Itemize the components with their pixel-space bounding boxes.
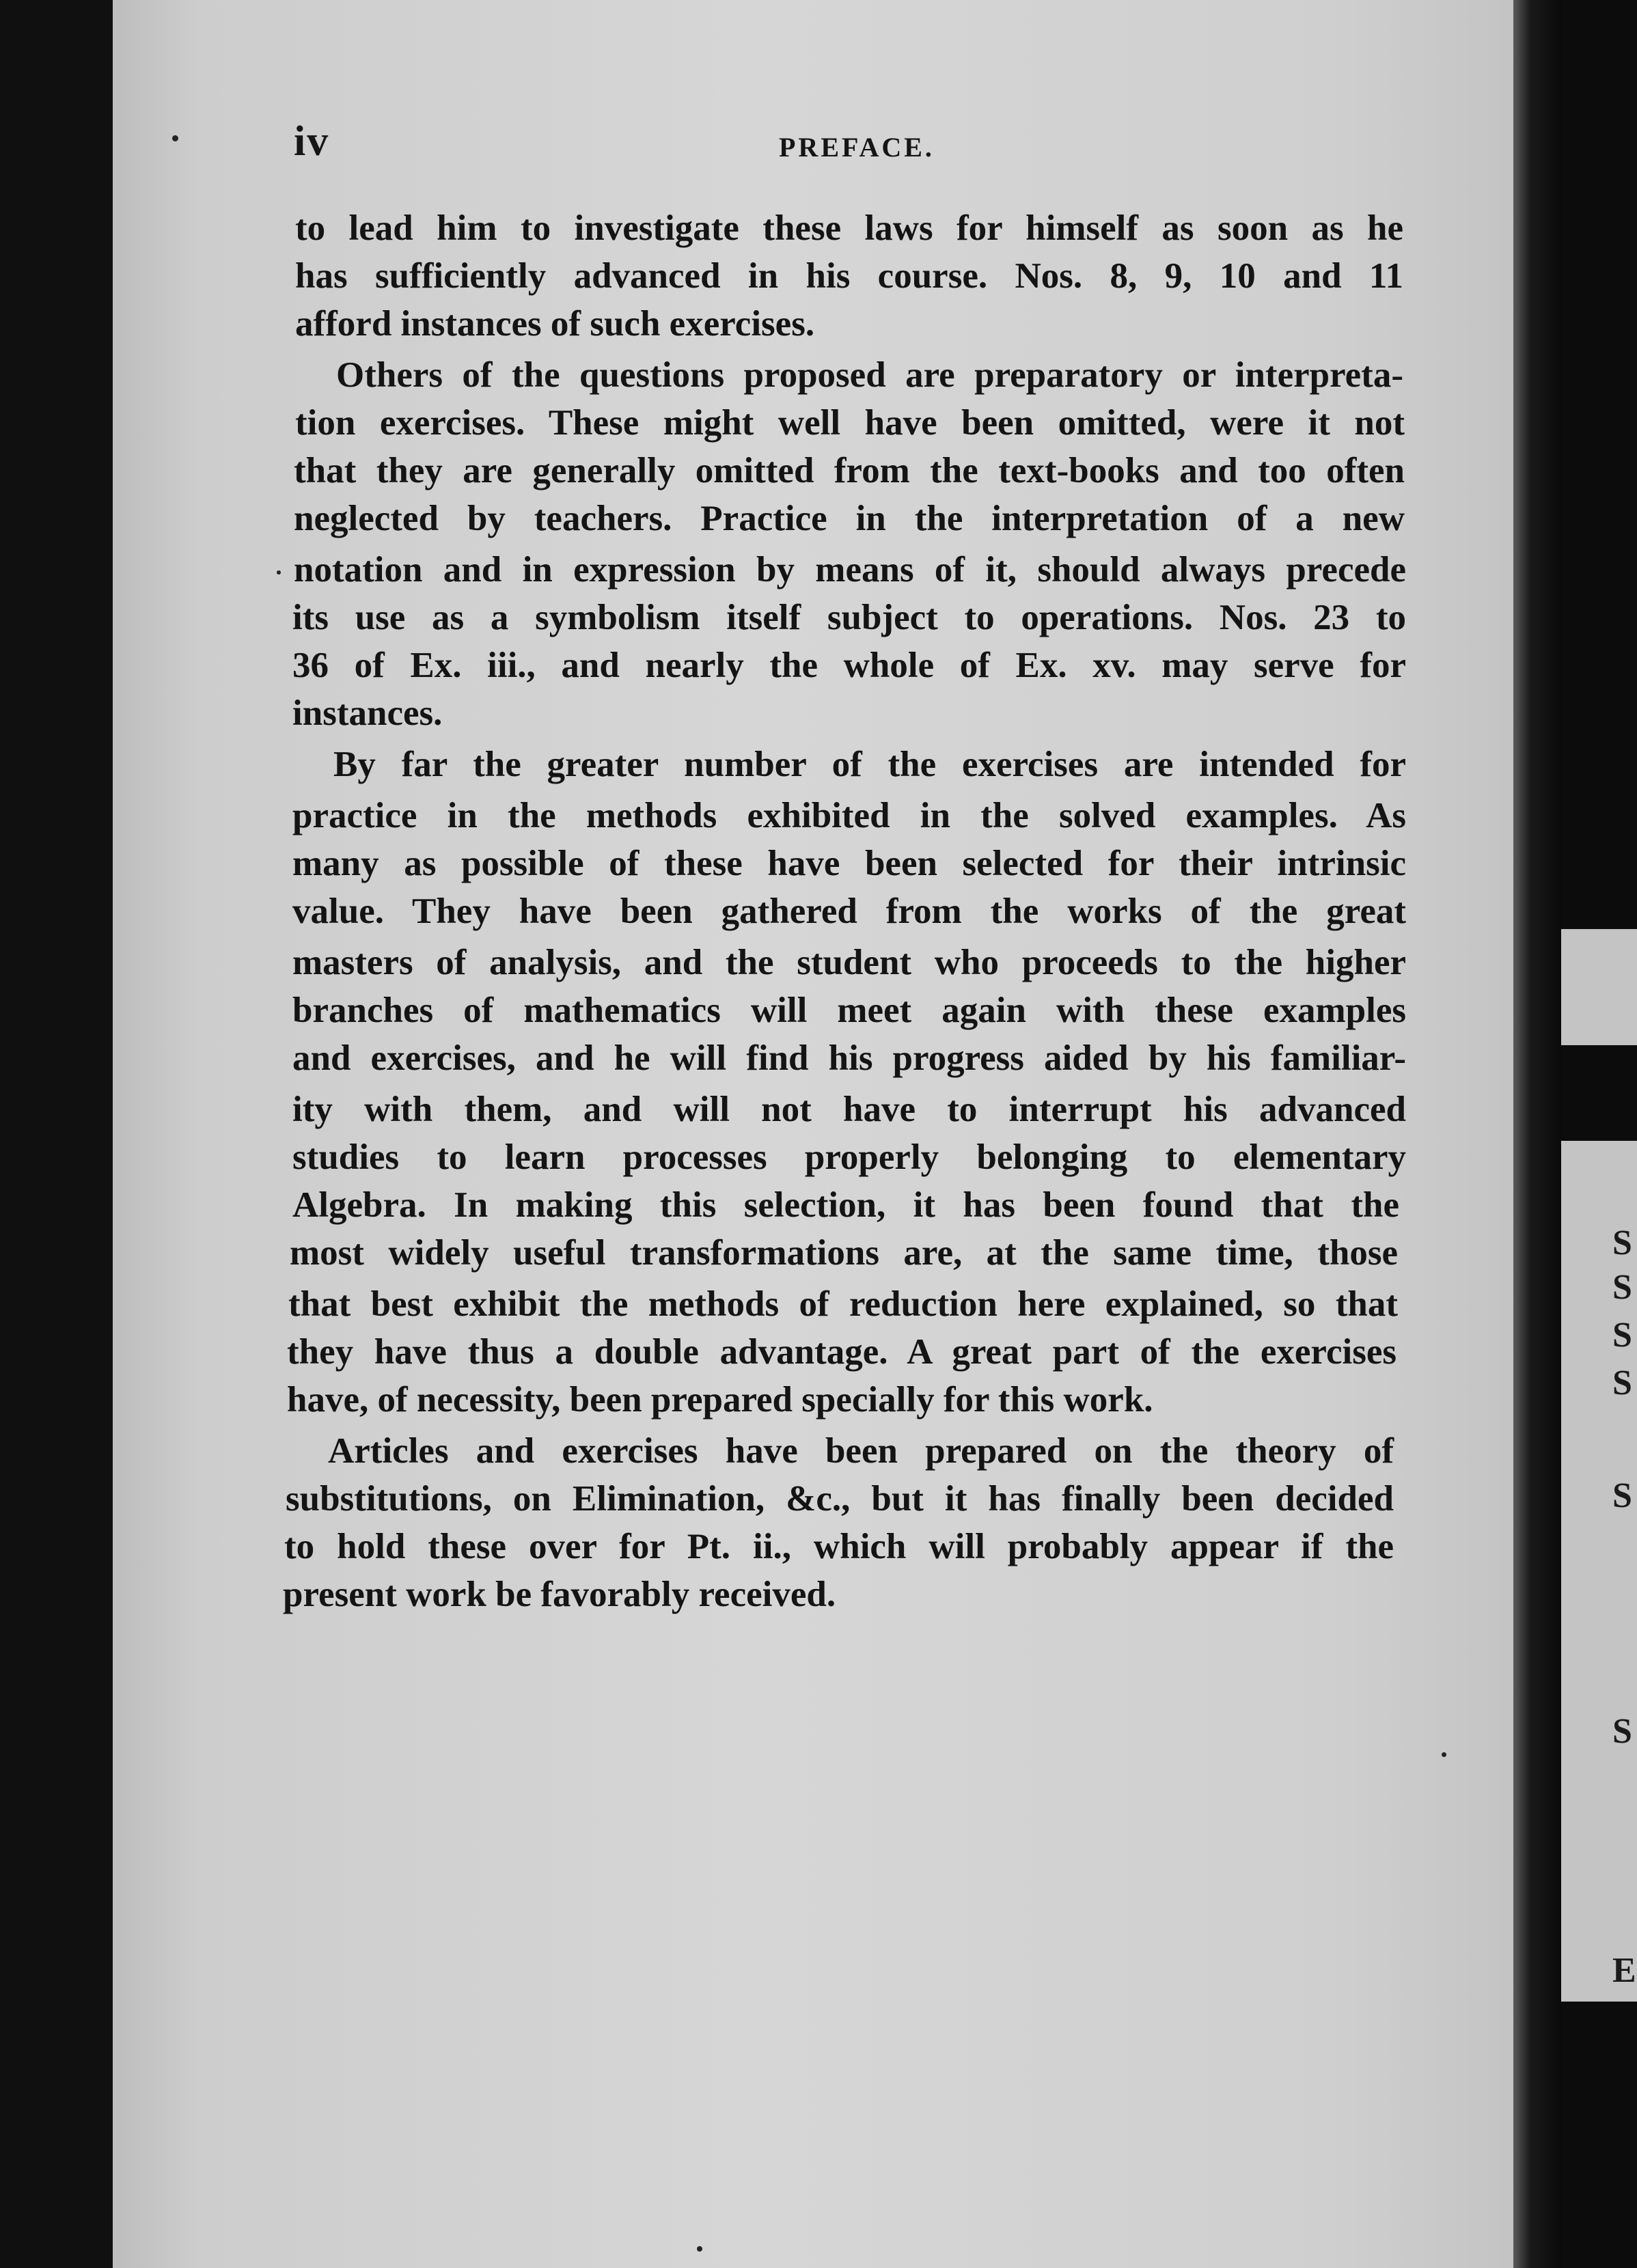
facing-page-letter: S [1612, 1316, 1632, 1355]
text-line: have, of necessity, been prepared specially for this work. [287, 1380, 1153, 1420]
text-line: many as possible of these have been selected for their intrinsic [292, 844, 1406, 883]
text-line: studies to learn processes properly belonging to elementary [292, 1137, 1406, 1177]
text-line: neglected by teachers. Practice in the interpretation of a new [294, 499, 1405, 538]
text-line: tion exercises. These might well have been omitted, were it not [295, 403, 1405, 443]
facing-page-gap [1561, 0, 1637, 929]
scan-speck [697, 2246, 702, 2252]
text-line: they have thus a double advantage. A great part of the exercises [287, 1332, 1397, 1372]
text-line: afford instances of such exercises. [295, 304, 815, 344]
scan-speck [1442, 1752, 1446, 1757]
text-line: has sufficiently advanced in his course. Nos. 8, 9, 10 and 11 [295, 256, 1403, 296]
text-line: to lead him to investigate these laws for himself as soon as he [295, 208, 1403, 248]
text-line: Articles and exercises have been prepared on the theory of [328, 1431, 1394, 1471]
scan-speck [277, 570, 281, 575]
text-line: Algebra. In making this selection, it has been found that the [292, 1185, 1399, 1225]
facing-page-gap [1561, 2002, 1637, 2268]
facing-page-gap [1561, 1045, 1637, 1141]
facing-page-letter: S [1612, 1223, 1632, 1262]
page-number: iv [294, 118, 330, 165]
text-line: notation and in expression by means of it, should always precede [294, 550, 1406, 590]
text-line: that best exhibit the methods of reduction here explained, so that [288, 1284, 1398, 1324]
page-header [294, 117, 1401, 172]
facing-page-letter: E [1612, 1951, 1636, 1990]
text-line: that they are generally omitted from the text-books and too often [294, 451, 1405, 490]
text-line: By far the greater number of the exercises are intended for [333, 745, 1406, 784]
text-line: branches of mathematics will meet again with these examples [292, 991, 1406, 1030]
text-line: to hold these over for Pt. ii., which will probably appear if the [284, 1527, 1394, 1566]
text-line: most widely useful transformations are, at the same time, those [290, 1233, 1398, 1273]
facing-page-letter: S [1612, 1712, 1632, 1751]
text-line: masters of analysis, and the student who proceeds to the higher [292, 943, 1406, 982]
text-line: Others of the questions proposed are preparatory or interpreta- [336, 355, 1403, 395]
text-line: instances. [292, 693, 443, 733]
text-line: present work be favorably received. [283, 1575, 836, 1614]
running-head: PREFACE. [779, 132, 935, 163]
facing-page-letter: S [1612, 1476, 1632, 1515]
page-edge-shadow [1513, 0, 1561, 2268]
facing-page-letter: S [1612, 1364, 1632, 1402]
scan-speck [172, 135, 178, 141]
text-line: value. They have been gathered from the works of the great [292, 891, 1406, 931]
text-line: ity with them, and will not have to interrupt his advanced [292, 1090, 1406, 1129]
text-line: and exercises, and he will find his progress aided by his familiar- [292, 1038, 1406, 1078]
text-line: substitutions, on Elimination, &c., but it has finally been decided [286, 1479, 1394, 1519]
text-line: practice in the methods exhibited in the solved examples. As [292, 796, 1406, 835]
text-line: its use as a symbolism itself subject to operations. Nos. 23 to [292, 598, 1406, 637]
facing-page-letter: S [1612, 1268, 1632, 1307]
text-line: 36 of Ex. iii., and nearly the whole of Ex. xv. may serve for [292, 646, 1406, 685]
